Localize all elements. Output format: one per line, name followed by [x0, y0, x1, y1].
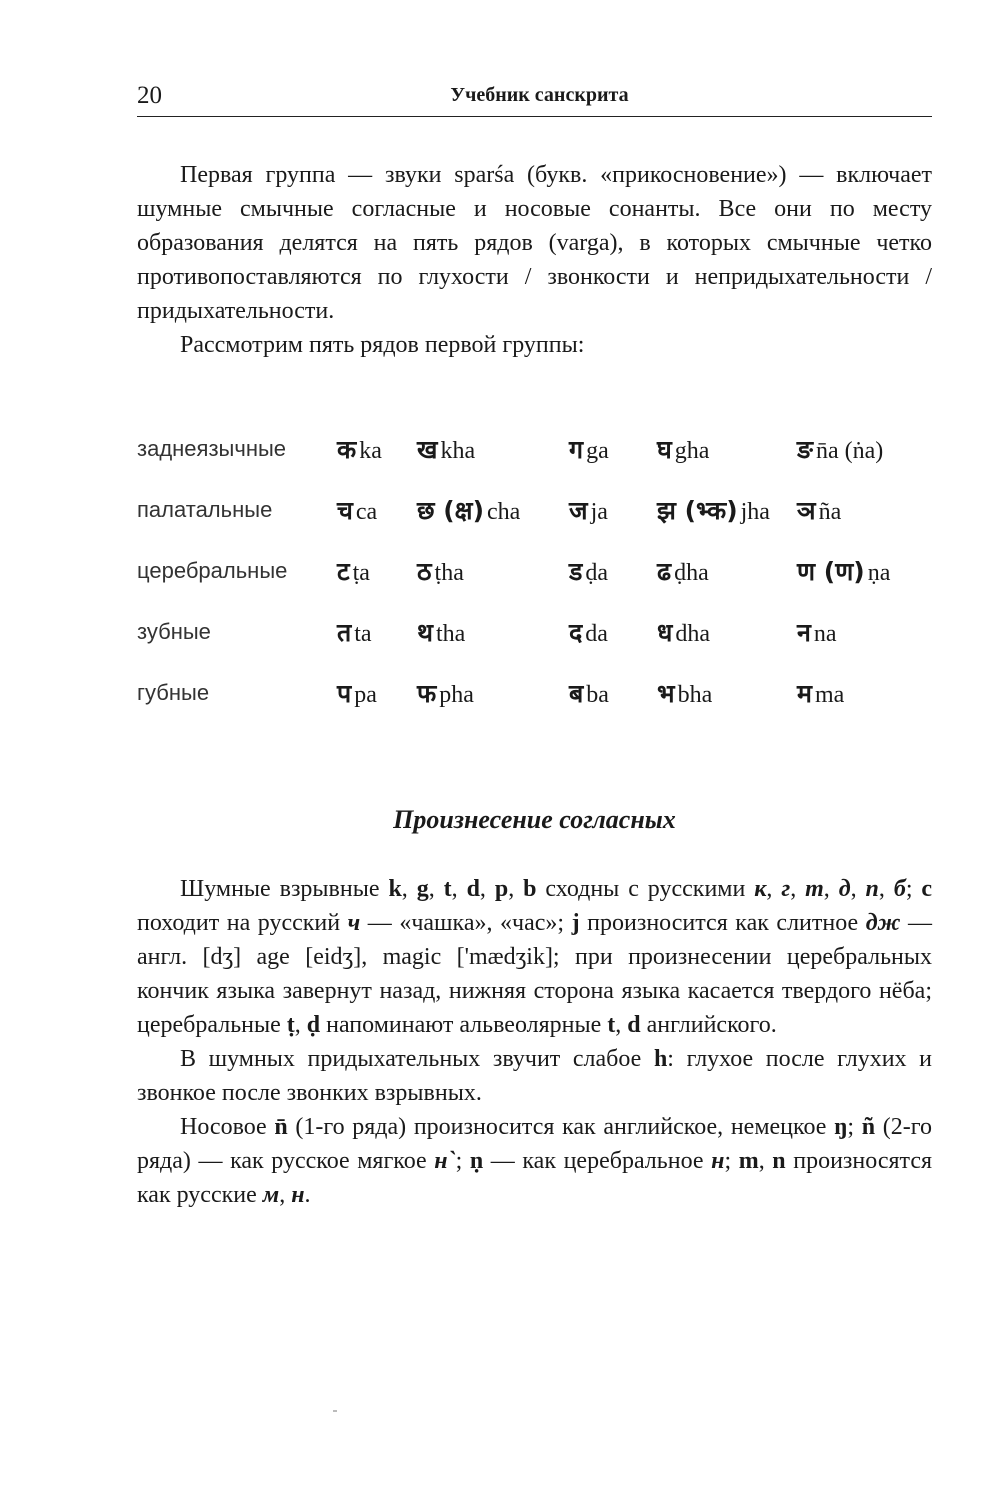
transliteration: ja: [590, 498, 608, 525]
transliteration: ṭa: [352, 559, 370, 586]
devanagari-letter: थ: [417, 617, 433, 647]
transliteration: n̄a (ṅa): [815, 437, 884, 464]
sound-cell: [797, 601, 932, 662]
intro-block: [137, 158, 932, 362]
intro-lead: Рассмотрим пять рядов первой группы:: [180, 332, 585, 358]
devanagari-letter: प: [337, 678, 352, 708]
transliteration: gha: [674, 437, 710, 464]
devanagari-letter: झ (भ्क): [657, 495, 738, 525]
table-row: [137, 662, 932, 723]
sound-cell: [417, 601, 569, 662]
sound-cell: [569, 662, 657, 723]
devanagari-letter: ड: [569, 556, 583, 586]
row-label: губные: [137, 679, 210, 705]
devanagari-letter: फ: [417, 678, 437, 708]
sound-cell: [569, 418, 657, 479]
row-label: палатальные: [137, 496, 273, 522]
transliteration: na: [813, 620, 837, 647]
transliteration: pha: [439, 681, 474, 708]
row-label: зубные: [137, 618, 211, 644]
devanagari-letter: ण (ण): [797, 556, 865, 586]
devanagari-letter: ठ: [417, 556, 432, 586]
sound-cell: [569, 601, 657, 662]
sound-cell: [797, 418, 932, 479]
devanagari-letter: क: [337, 434, 357, 464]
pronunciation-paragraph-3: Носовое n̄ (1-го ряда) произносится как английское, немецкое ŋ; ñ (2-го ряда) — как русское мягкое н`; ṇ — как церебральное н; m, n произносятся как русские м, н.: [137, 1114, 933, 1208]
devanagari-letter: द: [569, 617, 583, 647]
sound-cell: [337, 601, 417, 662]
transliteration: cha: [487, 498, 521, 525]
sound-cell: [657, 479, 797, 540]
sound-cell: [337, 540, 417, 601]
sound-cell: [569, 479, 657, 540]
devanagari-letter: ङ: [797, 434, 813, 464]
sound-cell: [417, 662, 569, 723]
transliteration: ma: [814, 681, 845, 708]
devanagari-letter: ज: [569, 495, 588, 525]
table-row: [137, 479, 932, 540]
pronunciation-paragraph-1: Шумные взрывные k, g, t, d, p, b сходны с русскими к, г, т, д, п, б; c походит на русский ч — «чашка», «час»; j произносится как слитное дж — англ. [dʒ] age [eidʒ], magic ['mædʒik]; при произнесении церебральных кончик языка завернут назад, нижняя сторона языка касается твердого нёба; церебральные ṭ, ḍ напоминают альвеолярные t, d английского.: [137, 876, 933, 1038]
transliteration: pa: [354, 681, 377, 708]
transliteration: ṭha: [434, 559, 464, 586]
transliteration: ba: [586, 681, 609, 708]
sound-cell: [337, 479, 417, 540]
transliteration: ka: [359, 437, 382, 464]
devanagari-letter: म: [797, 678, 812, 708]
page-number: 20: [137, 82, 162, 109]
transliteration: da: [585, 620, 608, 647]
sound-cell: [417, 540, 569, 601]
transliteration: tha: [435, 620, 466, 647]
transliteration: ḍha: [674, 559, 709, 586]
sound-cell: [657, 418, 797, 479]
transliteration: ta: [354, 620, 372, 647]
table-row: [137, 601, 932, 662]
page-header: [137, 82, 932, 117]
sound-cell: [417, 418, 569, 479]
devanagari-letter: न: [797, 617, 811, 647]
sound-cell: [657, 601, 797, 662]
devanagari-letter: छ (क्ष): [417, 495, 485, 525]
transliteration: ga: [586, 437, 609, 464]
transliteration: kha: [440, 437, 476, 464]
sound-cell: [569, 540, 657, 601]
devanagari-letter: ख: [417, 434, 438, 464]
consonant-table: [137, 418, 932, 723]
devanagari-letter: भ: [657, 678, 675, 708]
sound-cell: [797, 540, 932, 601]
table-row: [137, 540, 932, 601]
transliteration: bha: [677, 681, 713, 708]
devanagari-letter: त: [337, 617, 352, 647]
transliteration: ña: [818, 498, 842, 525]
sound-cell: [797, 479, 932, 540]
sound-cell: [657, 540, 797, 601]
devanagari-letter: ट: [337, 556, 350, 586]
devanagari-letter: ञ: [797, 495, 816, 525]
table-row: [137, 418, 932, 479]
sound-cell: [337, 418, 417, 479]
sound-cell: [657, 662, 797, 723]
row-label: церебральные: [137, 557, 288, 583]
devanagari-letter: ब: [569, 678, 584, 708]
sound-cell: [797, 662, 932, 723]
intro-paragraph: Первая группа — звуки sparśa (букв. «прикосновение») — включает шумные смычные согласные и носовые сонанты. Все они по месту образования делятся на пять рядов (varga), в которых смычные четко противопоставляются по глухости / звонкости и непридыхательности / придыхательности.: [137, 162, 932, 324]
transliteration: ḍa: [585, 559, 609, 586]
row-label: заднеязычные: [137, 435, 287, 461]
devanagari-letter: ग: [569, 434, 584, 464]
pronunciation-paragraph-2: В шумных придыхательных звучит слабое h: глухое после глухих и звонкое после звонких взрывных.: [137, 1046, 933, 1106]
devanagari-letter: च: [337, 495, 353, 525]
section-title: Произнесение согласных: [393, 805, 676, 834]
sound-cell: [417, 479, 569, 540]
devanagari-letter: घ: [657, 434, 672, 464]
transliteration: ca: [355, 498, 378, 525]
running-title: Учебник санскрита: [450, 84, 629, 106]
sound-cell: [337, 662, 417, 723]
scan-speck: [333, 1410, 337, 1412]
devanagari-letter: ध: [657, 617, 673, 647]
transliteration: dha: [675, 620, 711, 647]
devanagari-letter: ढ: [657, 556, 672, 586]
pronunciation-block: [137, 872, 932, 1212]
transliteration: jha: [740, 498, 770, 525]
transliteration: ṇa: [867, 559, 891, 586]
